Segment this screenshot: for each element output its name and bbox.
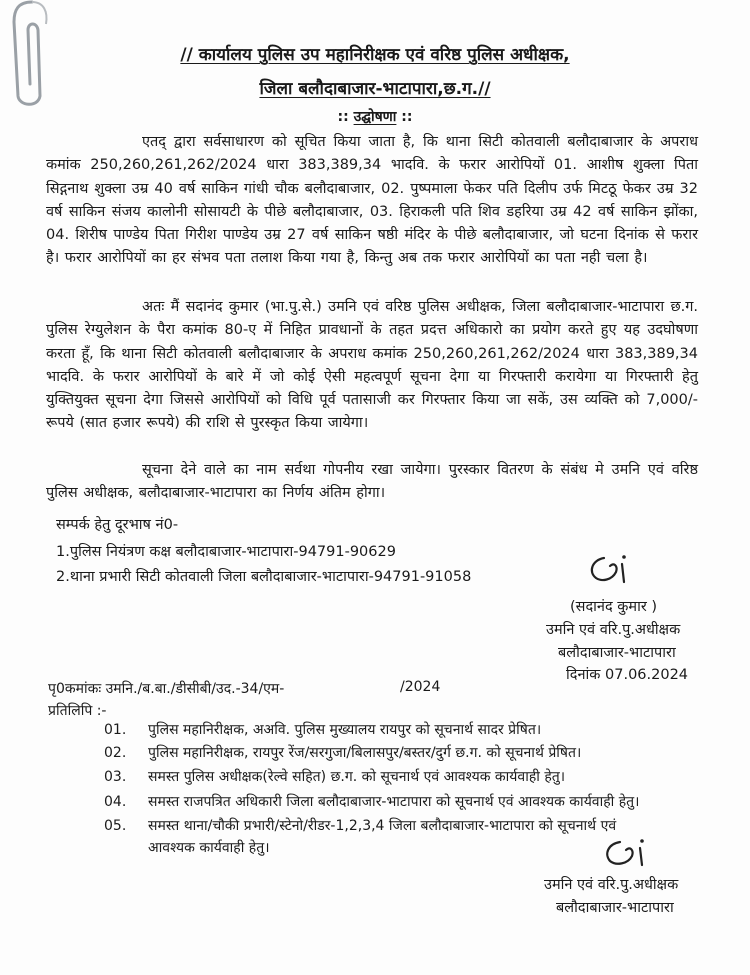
signature-mark-1 — [586, 552, 642, 588]
paragraph-1-text: एतद् द्वारा सर्वसाधारण को सूचित किया जाता है, कि थाना सिटी कोतवाली बलौदाबाजार के अपराध कमांक 250,260,261,262/2024 धारा 383,389,34 भादवि. के फरार आरोपियों 01. आशीष शुक्ला पिता सिद्गनाथ शुक्ला उम्र 40 वर्ष साकिन गांधी चौक बलौदाबाजार, 02. पुष्पमाला फेकर पति दिलीप उर्फ मिटठू फेकर उम्र 32 वर्ष साकिन संजय कालोनी सोसायटी के पीछे बलौदाबाजार, 03. हिराकली पति शिव डहरिया उम्र 42 वर्ष साकिन झोंका, 04. शिरीष पाण्डेय पिता गिरीश पाण्डेय उम्र 27 वर्ष साकिन षष्ठी मंदिर के पीछे बलौदाबाजार, जो घटना दिनांक से फरार है। फरार आरोपियों का हर संभव पता तलाश किया गया है, किन्तु अब तक फरार आरोपियों का पता नही चला है। — [46, 134, 698, 267]
signature-date: दिनांक 07.06.2024 — [566, 667, 689, 683]
list-item-text: समस्त थाना/चौकी प्रभारी/स्टेनो/रीडर-1,2,3,4 जिला बलौदाबाजार-भाटापारा को सूचनार्थ एवं — [148, 818, 617, 834]
contact-line-2: 2.थाना प्रभारी सिटी कोतवाली जिला बलौदाबाजार-भाटापारा-94791-91058 — [56, 569, 472, 585]
reference-year: /2024 — [400, 679, 441, 695]
heading-prefix: :: — [337, 109, 349, 125]
paragraph-3-text: सूचना देने वाले का नाम सर्वथा गोपनीय रखा जायेगा। पुरस्कार वितरण के संबंध मे उमनि एवं वरिष्ठ पुलिस अधीक्षक, बलौदाबाजार-भाटापारा का निर्णय अंतिम होगा। — [46, 462, 698, 502]
contact-heading: सम्पर्क हेतु दूरभाष नं0- — [56, 517, 179, 533]
signatory-2-place: बलौदाबाजार-भाटापारा — [556, 900, 674, 916]
list-item-text: समस्त पुलिस अधीक्षक(रेल्वे सहित) छ.ग. को सूचनार्थ एवं आवश्यक कार्यवाही हेतु। — [148, 769, 566, 785]
signatory-designation: उमनि एवं वरि.पु.अधीक्षक — [546, 622, 681, 638]
list-item — [104, 816, 616, 835]
list-item — [104, 743, 581, 762]
list-item-number: 03. — [104, 769, 127, 785]
paragraph-1 — [46, 131, 698, 271]
list-item-text: पुलिस महानिरीक्षक, रायपुर रेंज/सरगुजा/बिलासपुर/बस्तर/दुर्ग छ.ग. को सूचनार्थ प्रेषित। — [148, 745, 582, 761]
list-item-continuation: आवश्यक कार्यवाही हेतु। — [148, 840, 270, 856]
list-item — [104, 720, 541, 739]
paragraph-3 — [46, 459, 698, 506]
contact-line-1: 1.पुलिस नियंत्रण कक्ष बलौदाबाजार-भाटापारा-94791-90629 — [56, 544, 396, 560]
copy-heading: प्रतिलिपि :- — [48, 703, 107, 719]
proclamation-heading — [0, 107, 750, 126]
list-item-number: 04. — [104, 794, 127, 810]
list-item-number: 01. — [104, 722, 127, 738]
list-item-text: समस्त राजपत्रित अधिकारी जिला बलौदाबाजार-भाटापारा को सूचनार्थ एवं आवश्यक कार्यवाही हेतु। — [148, 794, 640, 810]
list-item — [104, 792, 639, 811]
office-heading-line1: // कार्यालय पुलिस उप महानिरीक्षक एवं वरिष्ठ पुलिस अधीक्षक, — [180, 45, 570, 65]
list-item — [104, 767, 565, 786]
heading-title: उद्घोषणा — [353, 109, 397, 125]
paragraph-2 — [46, 296, 698, 436]
reference-number: पृ0कमांकः उमनि./ब.बा./डीसीबी/उद.-34/एम- — [48, 681, 285, 697]
paragraph-2-text: अतः मैं सदानंद कुमार (भा.पु.से.) उमनि एवं वरिष्ठ पुलिस अधीक्षक, जिला बलौदाबाजार-भाटापारा छ.ग. पुलिस रेग्युलेशन के पैरा कमांक 80-ए में निहित प्रावधानों के तहत प्रदत्त अधिकारो का प्रयोग करते हुए यह उदघोषणा करता हूँ, कि थाना सिटी कोतवाली बलौदाबाजार के अपराध कमांक 250,260,261,262/2024 धारा 383,389,34 भादवि. के फरार आरोपियों के बारे में जो कोई ऐसी महत्वपूर्ण सूचना देगा या गिरफ्तारी करायेगा या गिरफ्तारी हेतु युक्तियुक्त सूचना देगा जिससे आरोपियों को विधि पूर्व पतासाजी कर गिरफ्तार किया जा सकें, उस व्यक्ति को 7,000/- रूपये (सात हजार रूपये) की राशि से पुरस्कृत किया जायेगा। — [46, 299, 698, 432]
signature-mark-2 — [600, 836, 660, 870]
office-heading-line2: जिला बलौदाबाजार-भाटापारा,छ.ग.// — [259, 79, 491, 99]
list-item-number: 02. — [104, 745, 127, 761]
signatory-2-designation: उमनि एवं वरि.पु.अधीक्षक — [544, 877, 679, 893]
signatory-name: (सदानंद कुमार ) — [570, 599, 658, 615]
signatory-place: बलौदाबाजार-भाटापारा — [558, 645, 676, 661]
list-item-number: 05. — [104, 818, 127, 834]
list-item-text: पुलिस महानिरीक्षक, अअवि. पुलिस मुख्यालय रायपुर को सूचनार्थ सादर प्रेषित। — [148, 722, 542, 738]
heading-suffix: :: — [401, 109, 413, 125]
